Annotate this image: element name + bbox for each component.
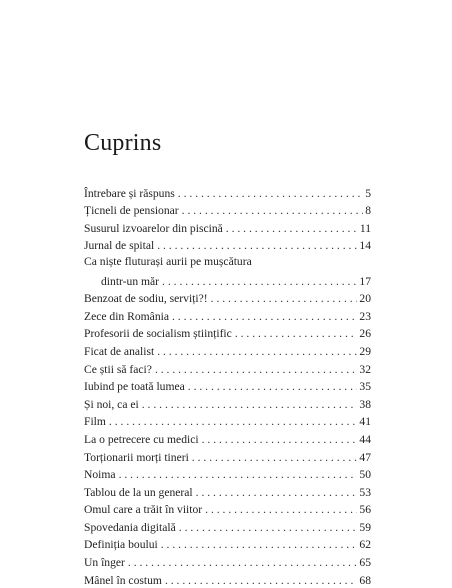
dot-leader: [179, 521, 358, 535]
toc-entry: [84, 289, 371, 307]
dot-leader: [157, 345, 357, 359]
toc-entry-title: Mânel în costum: [84, 573, 162, 587]
toc-entry: [84, 535, 371, 553]
toc-entry: [84, 570, 371, 588]
toc-entry-page: 14: [359, 239, 371, 253]
toc-entry: [84, 341, 371, 359]
toc-entry-page: 41: [359, 415, 371, 429]
toc-entry-page: 23: [359, 309, 371, 323]
toc-entry-title: Spovedania digitală: [84, 520, 176, 534]
toc-entry-title: Benzoat de sodiu, serviți?!: [84, 292, 208, 306]
toc-entry: [84, 359, 371, 377]
toc-entry: [84, 482, 371, 500]
table-of-contents: [84, 183, 371, 588]
toc-entry-title: Și noi, ca ei: [84, 397, 139, 411]
toc-entry: [84, 552, 371, 570]
toc-entry-title: Torționarii morți tineri: [84, 450, 189, 464]
toc-entry-title: Definiția boului: [84, 538, 158, 552]
dot-leader: [128, 556, 358, 570]
toc-entry: [84, 465, 371, 483]
dot-leader: [165, 574, 357, 588]
dot-leader: [162, 275, 357, 289]
toc-entry: [84, 253, 371, 288]
toc-entry-continuation: [84, 271, 371, 289]
dot-leader: [155, 363, 357, 377]
toc-entry-page: 29: [359, 344, 371, 358]
toc-entry-page: 68: [359, 573, 371, 587]
dot-leader: [235, 327, 358, 341]
dot-leader: [178, 187, 363, 201]
toc-entry-title: Ce știi să faci?: [84, 362, 152, 376]
toc-entry: [84, 218, 371, 236]
toc-entry-title-line2: dintr-un măr: [101, 274, 160, 288]
toc-entry: [84, 412, 371, 430]
dot-leader: [142, 398, 358, 412]
toc-entry-title: Profesorii de socialism științific: [84, 327, 232, 341]
toc-entry-title: Întrebare și răspuns: [84, 186, 175, 200]
toc-entry-title: Ficat de analist: [84, 344, 155, 358]
toc-entry-page: 56: [359, 503, 371, 517]
dot-leader: [205, 503, 357, 517]
toc-entry-title: Un înger: [84, 556, 125, 570]
toc-entry-page: 26: [359, 327, 371, 341]
dot-leader: [192, 451, 358, 465]
dot-leader: [157, 239, 357, 253]
toc-entry-title: Iubind pe toată lumea: [84, 380, 185, 394]
toc-entry-title: Film: [84, 415, 106, 429]
toc-entry-title: La o petrecere cu medici: [84, 432, 199, 446]
toc-entry-page: 44: [359, 432, 371, 446]
toc-entry: [84, 377, 371, 395]
toc-entry: [84, 429, 371, 447]
dot-leader: [182, 204, 364, 218]
toc-entry: [84, 500, 371, 518]
dot-leader: [226, 222, 358, 236]
toc-entry-page: 65: [359, 556, 371, 570]
toc-entry-page: 5: [365, 186, 371, 200]
toc-entry: [84, 324, 371, 342]
toc-entry-page: 53: [359, 485, 371, 499]
toc-entry-page: 50: [359, 468, 371, 482]
toc-entry-page: 17: [359, 274, 371, 288]
toc-entry-title: Noima: [84, 468, 116, 482]
dot-leader: [202, 433, 358, 447]
toc-entry: [84, 306, 371, 324]
toc-entry: [84, 517, 371, 535]
toc-entry-page: 8: [365, 204, 371, 218]
toc-entry-title: Susurul izvoarelor din piscină: [84, 221, 223, 235]
toc-entry: [84, 447, 371, 465]
dot-leader: [196, 486, 358, 500]
toc-entry-title: Omul care a trăit în viitor: [84, 503, 203, 517]
toc-entry-title: Țicneli de pensionar: [84, 204, 179, 218]
dot-leader: [188, 380, 358, 394]
toc-entry-title-line1: Ca niște fluturași aurii pe mușcătura: [84, 255, 252, 269]
dot-leader: [211, 292, 358, 306]
toc-entry-page: 38: [359, 397, 371, 411]
dot-leader: [119, 468, 358, 482]
toc-entry-page: 20: [359, 292, 371, 306]
toc-entry: [84, 236, 371, 254]
toc-entry: [84, 201, 371, 219]
toc-entry-page: 32: [359, 362, 371, 376]
toc-entry-page: 35: [359, 380, 371, 394]
toc-entry: [84, 394, 371, 412]
toc-entry-title: Tablou de la un general: [84, 485, 193, 499]
toc-entry-page: 47: [359, 450, 371, 464]
page-title: Cuprins: [84, 130, 162, 156]
toc-entry-title: Zece din România: [84, 309, 169, 323]
toc-entry-page: 62: [359, 538, 371, 552]
dot-leader: [161, 538, 358, 552]
dot-leader: [109, 415, 357, 429]
toc-entry: [84, 183, 371, 201]
toc-entry-title: Jurnal de spital: [84, 239, 155, 253]
dot-leader: [172, 310, 357, 324]
toc-entry-page: 59: [359, 520, 371, 534]
toc-entry-page: 11: [359, 221, 371, 235]
